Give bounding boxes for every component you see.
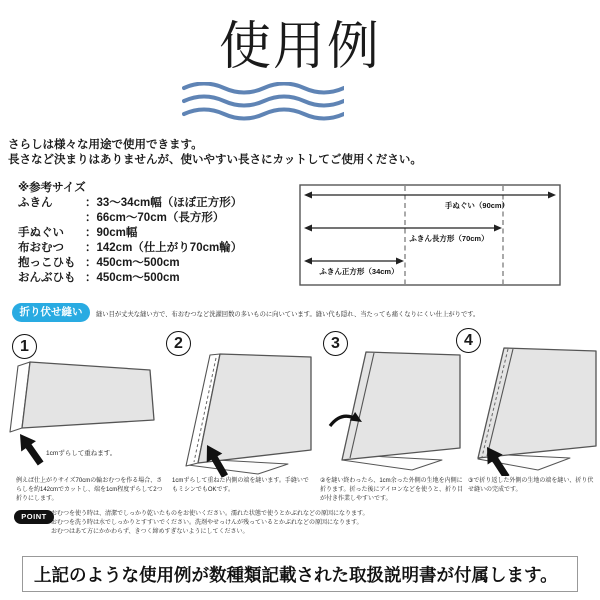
- point-notes: [51, 510, 369, 537]
- size-value: ：33〜34cm幅（ほぼ正方形）: [85, 197, 243, 209]
- diagram-label-tenugui: 手ぬぐい（90cm）: [444, 201, 510, 210]
- size-row: [18, 271, 242, 286]
- sewing-method-badge: 折り伏せ縫い: [12, 303, 90, 322]
- step-1-number: 1: [12, 334, 37, 359]
- size-value: ：66cm〜70cm（長方形）: [85, 212, 225, 224]
- intro-text: [8, 138, 422, 168]
- step-2-illustration: [166, 352, 313, 477]
- step-4-caption: ③で折り返した外側の生地の端を縫い、折り伏せ縫いの完成です。: [468, 478, 594, 493]
- point-line-3: おむつはあて方にかかわらず、きつく締めすぎないようにしてください。: [51, 529, 249, 535]
- step-3-illustration: [316, 350, 463, 475]
- point-badge: POINT: [14, 510, 54, 524]
- step-1-caption: 例えば仕上がりサイズ70cmの輪おむつを作る場合、さらしを約142cmでカットし、端を1cm程度ずらして2つ折りにします。: [16, 478, 163, 502]
- step-3-caption: ②を縫い終わったら、1cm余った外側の生地を内側に折ります。折った後にアイロンなどを使うと、折り目が付き作業しやすいです。: [320, 478, 463, 502]
- footer-note: [22, 556, 578, 592]
- size-value: ：142cm（仕上がり70cm輪）: [85, 242, 243, 254]
- reference-sizes: [18, 181, 242, 286]
- sizes-heading: ※参考サイズ: [18, 182, 86, 194]
- size-row: [18, 226, 242, 241]
- diagram-label-fukin-square: ふきん正方形（34cm）: [319, 267, 399, 276]
- wave-decoration-icon: [182, 82, 344, 122]
- page-title: 使用例: [218, 19, 381, 76]
- intro-line-1: さらしは様々な用途で使用できます。: [8, 139, 203, 151]
- step-2-number: 2: [166, 331, 191, 356]
- size-row: [18, 211, 242, 226]
- step-3-number: 3: [323, 331, 348, 356]
- step-4-illustration: [458, 346, 600, 476]
- size-label: 手ぬぐい: [18, 227, 64, 239]
- size-label: ふきん: [18, 197, 53, 209]
- size-row: [18, 241, 242, 256]
- sewing-description: 縫い目が丈夫な縫い方で、布おむつなど洗濯回数の多いものに向いています。縫い代も隠れ、当たっても痛くなりにくい仕上がりです。: [96, 311, 480, 318]
- size-row: [18, 196, 242, 211]
- intro-line-2: 長さなど決まりはありませんが、使いやすい長さにカットしてご使用ください。: [8, 154, 422, 166]
- size-label: おんぶひも: [18, 272, 76, 284]
- size-row: [18, 256, 242, 271]
- size-value: ：450cm〜500cm: [85, 257, 180, 269]
- footer-text: 上記のような使用例が数種類記載された取扱説明書が付属します。: [34, 564, 558, 585]
- size-label: 布おむつ: [18, 242, 64, 254]
- size-diagram: [299, 184, 561, 286]
- diagram-label-fukin-rect: ふきん長方形（70cm）: [409, 234, 489, 243]
- size-label: 抱っこひも: [18, 257, 76, 269]
- size-value: ：450cm〜500cm: [85, 272, 180, 284]
- point-line-2: おむつを洗う時は水でしっかりとすすいでください。洗剤やせっけんが残っているとかぶれなどの原因になります。: [51, 520, 363, 526]
- step-1-note: 1cmずらして重ねます。: [46, 450, 117, 457]
- size-value: ：90cm幅: [85, 227, 138, 239]
- step-2-caption: 1cmずらして重ねた内側の端を縫います。手縫いでもミシンでもOKです。: [172, 478, 309, 493]
- step-4-number: 4: [456, 328, 481, 353]
- point-line-1: おむつを使う時は、清潔でしっかり乾いたものをお使いください。濡れた状態で使うとかぶれなどの原因になります。: [51, 511, 369, 517]
